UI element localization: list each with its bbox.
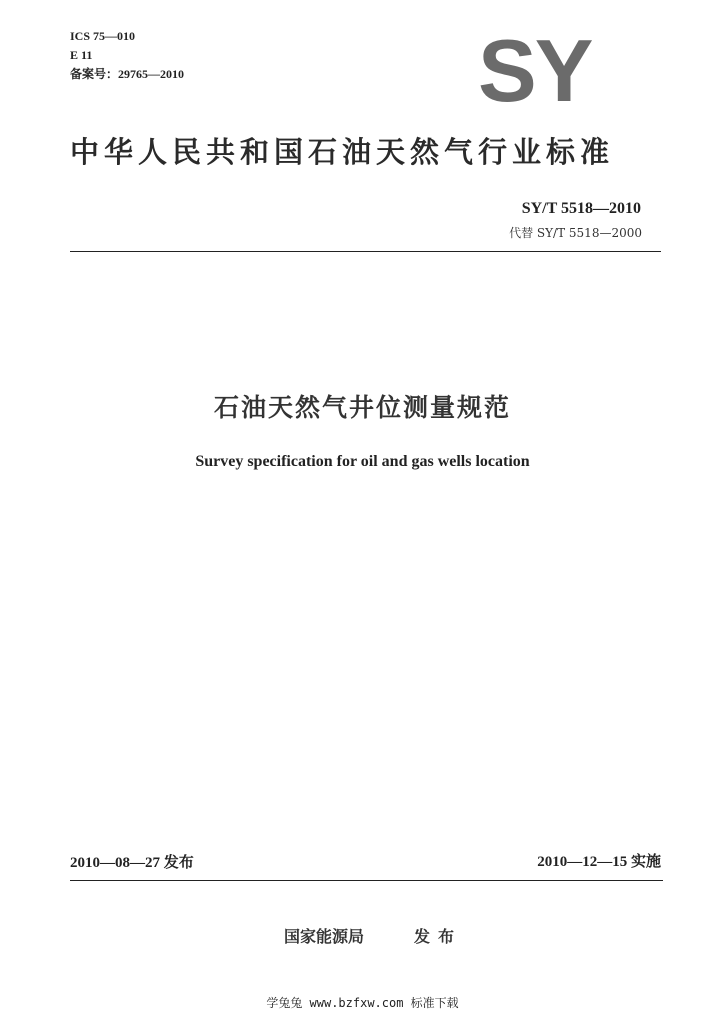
issuer-name: 国家能源局 <box>284 927 365 946</box>
standard-number: SY/T 5518—2010 <box>521 200 641 217</box>
document-title-cn: 石油天然气井位测量规范 <box>213 393 511 422</box>
ics-code: ICS 75—010 <box>70 29 136 43</box>
implement-date: 2010—12—15 实施 <box>537 854 661 870</box>
header-title: 中华人民共和国石油天然气行业标准 <box>70 135 615 169</box>
document-title-en: Survey specification for oil and gas wells location <box>195 453 530 470</box>
record-number: 备案号：29765—2010 <box>70 67 185 81</box>
bottom-divider <box>70 880 663 881</box>
footer-watermark: 学兔兔 www.bzfxw.com 标准下载 <box>266 996 459 1010</box>
sy-logo: SY <box>478 21 592 120</box>
publish-date: 2010—08—27 发布 <box>70 855 194 871</box>
top-divider <box>70 251 661 252</box>
issuer-action: 发布 <box>414 927 463 946</box>
ccs-code: E 11 <box>70 48 93 62</box>
standard-replaces: 代替 SY/T 5518—2000 <box>509 226 642 240</box>
